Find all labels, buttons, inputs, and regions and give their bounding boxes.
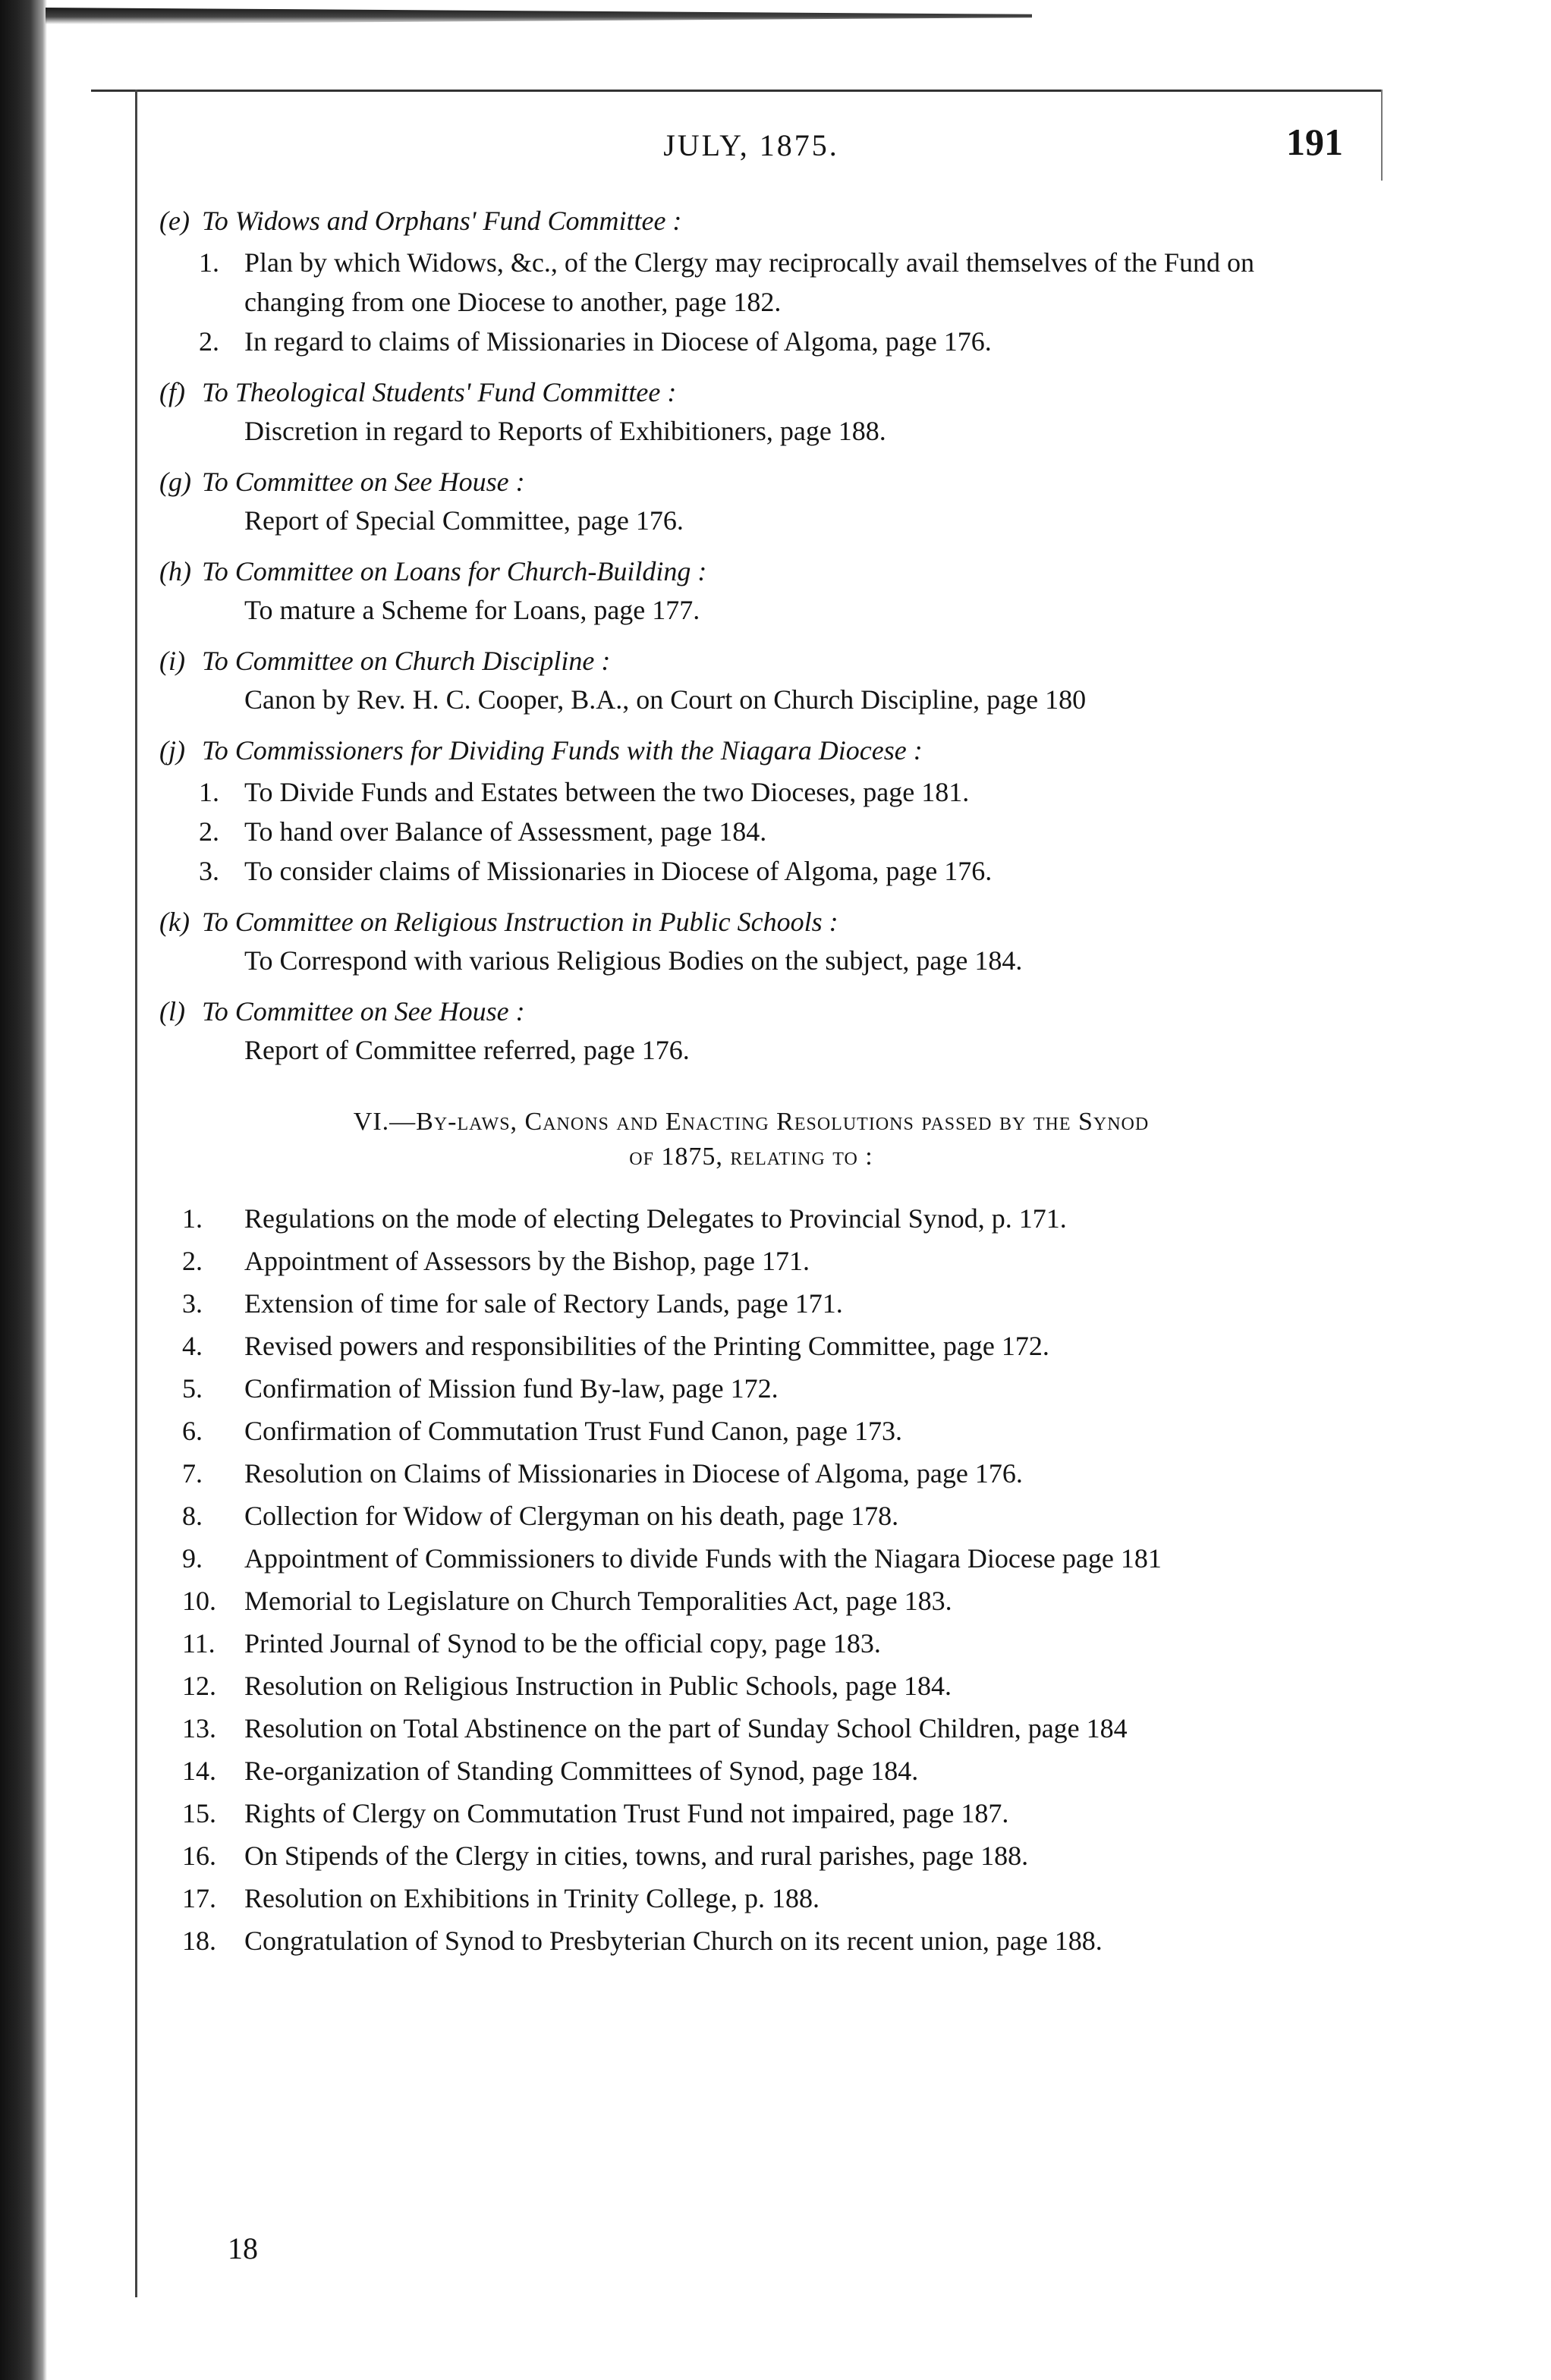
item-text: Memorial to Legislature on Church Temporalities Act, page 183. <box>244 1586 952 1616</box>
item-text: Extension of time for sale of Rectory Lands, page 171. <box>244 1288 843 1319</box>
section-title: To Theological Students' Fund Committee : <box>202 377 677 407</box>
list-item <box>159 1367 1343 1410</box>
part-vi-heading <box>159 1105 1343 1174</box>
item-number: 18. <box>182 1926 216 1956</box>
list-item <box>159 1707 1343 1750</box>
section-title: To Committee on Loans for Church-Building : <box>202 556 707 586</box>
item-text: On Stipends of the Clergy in cities, towns, and rural parishes, page 188. <box>244 1841 1029 1871</box>
item-text: In regard to claims of Missionaries in Diocese of Algoma, page 176. <box>244 326 992 357</box>
item-text: Confirmation of Commutation Trust Fund Canon, page 173. <box>244 1416 903 1446</box>
list-item <box>159 1197 1343 1240</box>
item-number: 1. <box>199 247 219 278</box>
top-rule <box>91 90 1381 92</box>
item-number: 16. <box>182 1841 216 1871</box>
item-number: 17. <box>182 1883 216 1913</box>
section-list <box>159 772 1343 891</box>
section-letter: (e) <box>159 206 190 236</box>
list-item <box>159 1750 1343 1792</box>
section-heading <box>159 903 1343 941</box>
list-item <box>159 1325 1343 1367</box>
section-text: Canon by Rev. H. C. Cooper, B.A., on Court on Church Discipline, page 180 <box>244 684 1087 715</box>
page-number: 191 <box>1286 121 1343 163</box>
section-list <box>159 243 1343 361</box>
list-item <box>159 1622 1343 1665</box>
section-heading <box>159 552 1343 590</box>
section-letter: (f) <box>159 377 185 407</box>
section-title: To Committee on Church Discipline : <box>202 646 611 676</box>
item-text: Resolution on Total Abstinence on the part of Sunday School Children, page 184 <box>244 1713 1128 1743</box>
item-text: Plan by which Widows, &c., of the Clergy may reciprocally avail themselves of the Fund on changing from one Diocese to another, page 182. <box>244 247 1254 317</box>
section-text: To mature a Scheme for Loans, page 177. <box>244 595 700 625</box>
list-item <box>159 851 1343 891</box>
binding-edge <box>0 0 47 2380</box>
item-text: Re-organization of Standing Committees of Synod, page 184. <box>244 1756 919 1786</box>
list-item <box>159 1580 1343 1622</box>
list-item <box>159 1452 1343 1495</box>
section-e <box>159 202 1343 361</box>
item-text: Resolution on Claims of Missionaries in Diocese of Algoma, page 176. <box>244 1458 1023 1489</box>
part-vi-heading-line: VI.—By-laws, Canons and Enacting Resolutions passed by the Synod <box>353 1108 1150 1136</box>
printer-signature-mark: 18 <box>228 2231 258 2265</box>
item-number: 12. <box>182 1671 216 1701</box>
item-text: To Divide Funds and Estates between the two Dioceses, page 181. <box>244 777 970 807</box>
item-number: 15. <box>182 1798 216 1828</box>
section-k <box>159 903 1343 980</box>
item-number: 7. <box>182 1458 203 1489</box>
item-text: Appointment of Assessors by the Bishop, page 171. <box>244 1246 810 1276</box>
part-vi-list <box>159 1197 1343 1962</box>
section-text: Report of Committee referred, page 176. <box>244 1035 690 1065</box>
scan-smudge <box>46 8 1032 24</box>
section-j <box>159 731 1343 891</box>
section-letter: (l) <box>159 996 185 1027</box>
section-text: Report of Special Committee, page 176. <box>244 505 684 536</box>
running-head: JULY, 1875. <box>663 128 839 162</box>
section-letter: (k) <box>159 907 190 937</box>
section-h <box>159 552 1343 630</box>
item-text: Appointment of Commissioners to divide Funds with the Niagara Diocese page 181 <box>244 1543 1162 1574</box>
list-item <box>159 1665 1343 1707</box>
section-i <box>159 642 1343 719</box>
section-title: To Widows and Orphans' Fund Committee : <box>202 206 682 236</box>
section-letter: (g) <box>159 467 191 497</box>
list-item <box>159 1495 1343 1537</box>
section-title: To Committee on See House : <box>202 996 525 1027</box>
item-number: 2. <box>182 1246 203 1276</box>
section-text: Discretion in regard to Reports of Exhibitioners, page 188. <box>244 416 886 446</box>
item-number: 3. <box>199 856 219 886</box>
item-number: 5. <box>182 1373 203 1404</box>
list-item <box>159 1410 1343 1452</box>
part-vi-heading-line: of 1875, relating to : <box>629 1143 873 1171</box>
item-number: 8. <box>182 1501 203 1531</box>
item-text: Confirmation of Mission fund By-law, page 172. <box>244 1373 779 1404</box>
item-number: 1. <box>182 1203 203 1234</box>
list-item <box>159 322 1343 361</box>
item-number: 11. <box>182 1628 216 1658</box>
item-number: 2. <box>199 326 219 357</box>
list-item <box>159 1282 1343 1325</box>
list-item <box>159 1877 1343 1919</box>
item-text: Resolution on Religious Instruction in Public Schools, page 184. <box>244 1671 952 1701</box>
list-item <box>159 1240 1343 1282</box>
item-text: Congratulation of Synod to Presbyterian Church on its recent union, page 188. <box>244 1926 1103 1956</box>
list-item <box>159 1919 1343 1962</box>
list-item <box>159 243 1343 322</box>
section-title: To Committee on See House : <box>202 467 525 497</box>
item-text: To consider claims of Missionaries in Diocese of Algoma, page 176. <box>244 856 993 886</box>
item-number: 6. <box>182 1416 203 1446</box>
section-title: To Committee on Religious Instruction in Public Schools : <box>202 907 838 937</box>
left-margin-rule <box>135 90 137 2297</box>
item-text: To hand over Balance of Assessment, page 184. <box>244 816 767 847</box>
section-heading <box>159 463 1343 501</box>
section-letter: (i) <box>159 646 185 676</box>
section-l <box>159 992 1343 1070</box>
section-heading <box>159 992 1343 1030</box>
item-text: Rights of Clergy on Commutation Trust Fund not impaired, page 187. <box>244 1798 1009 1828</box>
item-text: Revised powers and responsibilities of the Printing Committee, page 172. <box>244 1331 1049 1361</box>
page-header <box>159 114 1343 190</box>
item-number: 13. <box>182 1713 216 1743</box>
item-text: Collection for Widow of Clergyman on his death, page 178. <box>244 1501 899 1531</box>
right-margin-rule <box>1381 90 1383 181</box>
item-number: 14. <box>182 1756 216 1786</box>
list-item <box>159 772 1343 812</box>
list-item <box>159 1537 1343 1580</box>
list-item <box>159 1792 1343 1835</box>
item-number: 10. <box>182 1586 216 1616</box>
item-number: 3. <box>182 1288 203 1319</box>
item-number: 2. <box>199 816 219 847</box>
item-text: Resolution on Exhibitions in Trinity College, p. 188. <box>244 1883 820 1913</box>
item-text: Regulations on the mode of electing Delegates to Provincial Synod, p. 171. <box>244 1203 1067 1234</box>
list-item <box>159 812 1343 851</box>
item-number: 9. <box>182 1543 203 1574</box>
section-text: To Correspond with various Religious Bodies on the subject, page 184. <box>244 945 1023 976</box>
page-body <box>159 114 1343 1962</box>
item-number: 4. <box>182 1331 203 1361</box>
section-g <box>159 463 1343 540</box>
section-letter: (j) <box>159 735 185 766</box>
section-title: To Commissioners for Dividing Funds with the Niagara Diocese : <box>202 735 923 766</box>
item-text: Printed Journal of Synod to be the official copy, page 183. <box>244 1628 881 1658</box>
section-heading <box>159 202 1343 240</box>
section-f <box>159 373 1343 451</box>
section-heading <box>159 642 1343 680</box>
section-heading <box>159 373 1343 411</box>
item-number: 1. <box>199 777 219 807</box>
section-letter: (h) <box>159 556 191 586</box>
list-item <box>159 1835 1343 1877</box>
section-heading <box>159 731 1343 769</box>
